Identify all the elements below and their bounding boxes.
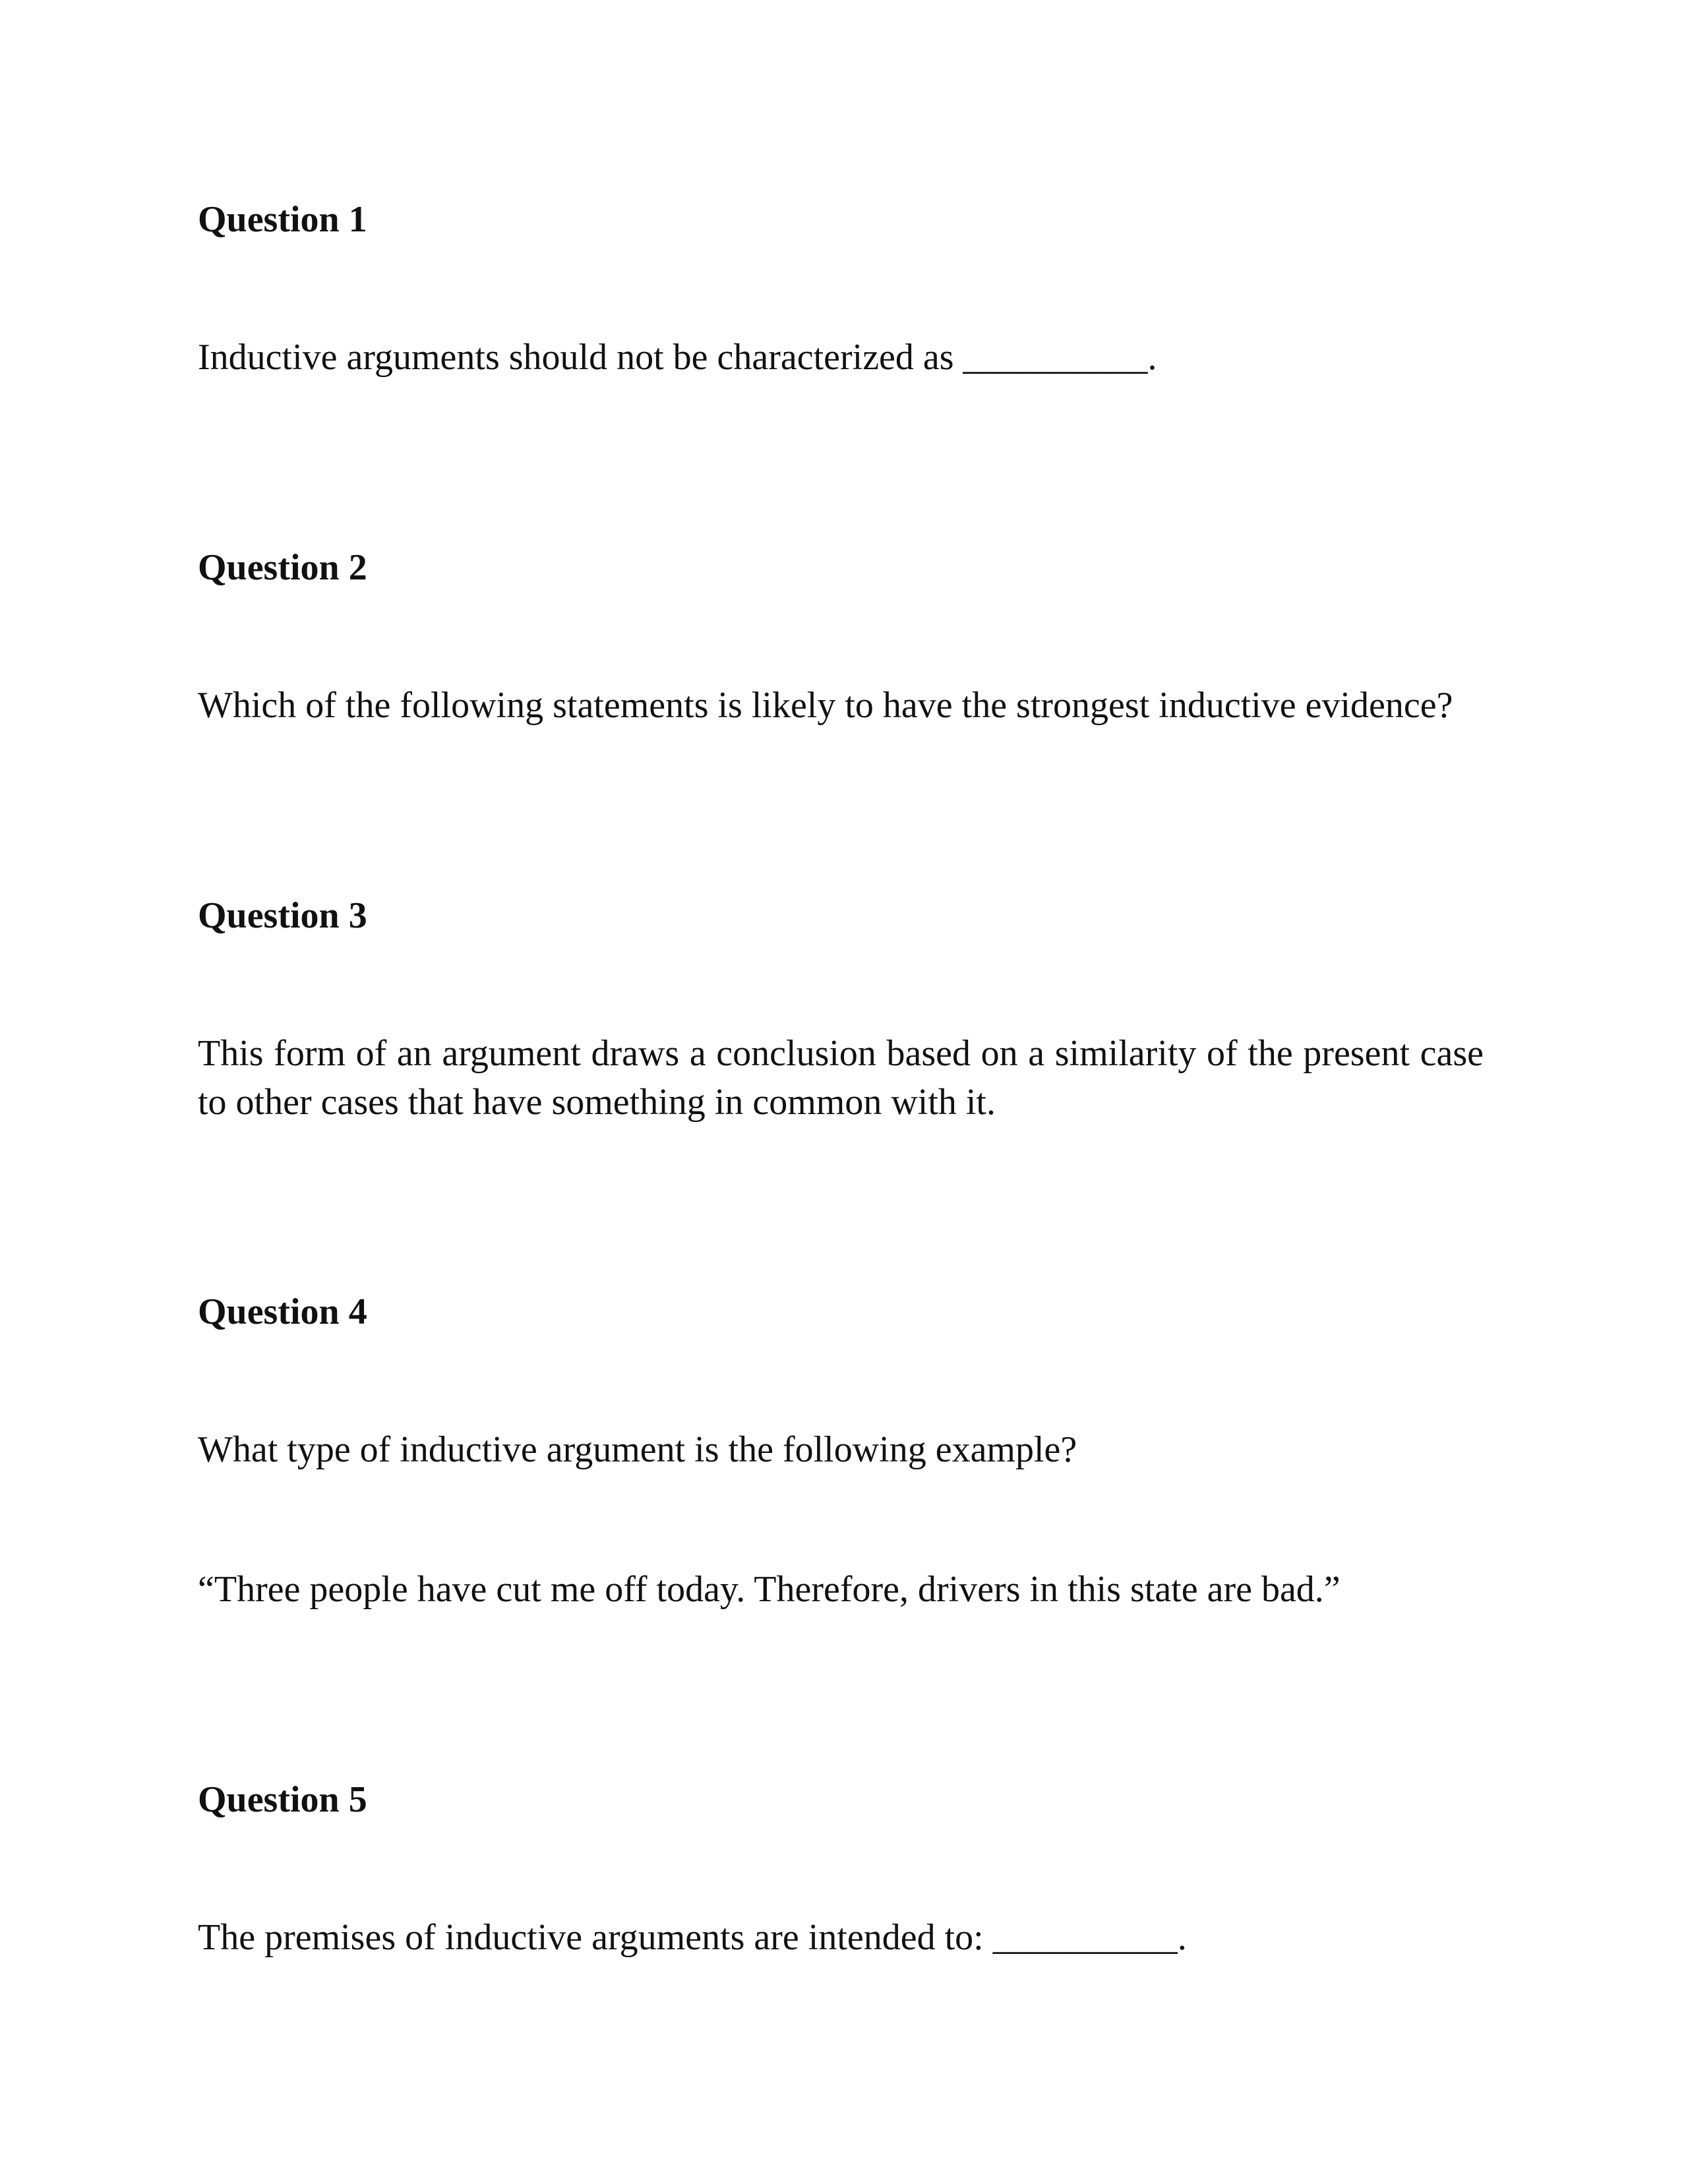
question-1-heading: Question 1: [198, 199, 367, 240]
question-4-example-quote: “Three people have cut me off today. Therefore, drivers in this state are bad.”: [198, 1569, 1341, 1610]
question-2-heading: Question 2: [198, 547, 367, 588]
question-3-text: This form of an argument draws a conclusion based on a similarity of the present case to other cases that have something in common with it.: [198, 1033, 1484, 1123]
question-5-heading: Question 5: [198, 1779, 367, 1820]
question-3-heading: Question 3: [198, 895, 367, 936]
question-2-text: Which of the following statements is likely to have the strongest inductive evidence?: [198, 685, 1453, 726]
question-4-heading: Question 4: [198, 1291, 367, 1332]
question-1-text: Inductive arguments should not be characterized as __________.: [198, 337, 1157, 378]
question-4-text: What type of inductive argument is the following example?: [198, 1429, 1077, 1470]
question-5-text: The premises of inductive arguments are intended to: __________.: [198, 1917, 1187, 1958]
